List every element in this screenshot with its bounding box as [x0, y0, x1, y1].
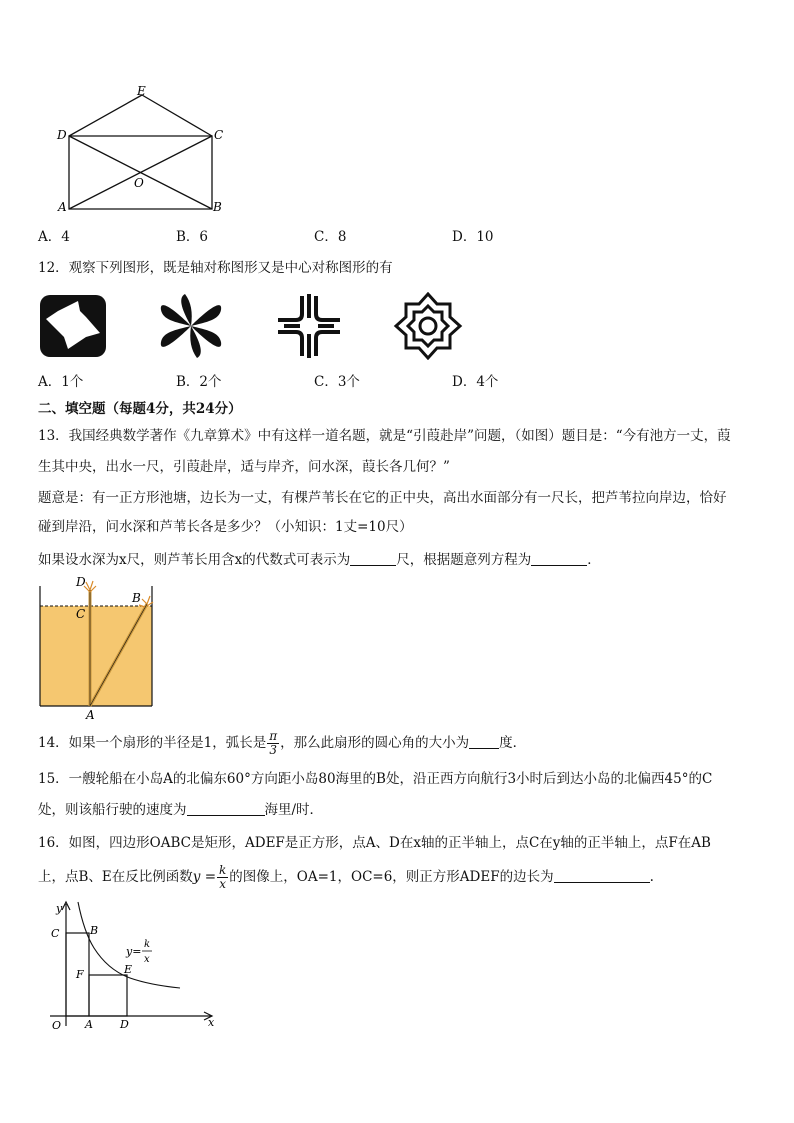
q16-line-2-b: 的图像上，OA=1，OC=6，则正方形ADEF的边长为 — [229, 869, 554, 885]
section-2-title: 二、填空题（每题4分，共24分） — [38, 401, 242, 417]
hyperbola-figure — [40, 896, 230, 1036]
q14-text-a: 14．如果一个扇形的半径是1，弧长是 — [38, 735, 267, 751]
q11-option-b: B．6 — [176, 229, 209, 245]
curve-label-y: y= — [126, 945, 142, 958]
q11-option-c: C．8 — [314, 229, 347, 245]
label-y: y — [56, 902, 63, 915]
label-O: O — [134, 176, 144, 190]
octagram-flower-symbol — [392, 292, 464, 360]
label-B: B — [90, 924, 99, 937]
curve-label-k: k — [144, 939, 151, 950]
q12-option-c: C．3个 — [314, 374, 360, 390]
label-F: F — [76, 968, 84, 981]
rectangle-figure — [40, 78, 240, 220]
label-D: D — [57, 128, 67, 142]
q14-text-b: ，那么此扇形的圆心角的大小为 — [280, 735, 470, 751]
curve-label-x: x — [144, 954, 150, 965]
label-D: D — [76, 575, 86, 589]
q12-option-b: B．2个 — [176, 374, 222, 390]
label-C: C — [76, 607, 86, 621]
butterfly-symbol — [155, 292, 227, 360]
q12-option-d: D．4个 — [452, 374, 499, 390]
q12-text: 12．观察下列图形，既是轴对称图形又是中心对称图形的有 — [38, 260, 393, 276]
label-C: C — [51, 927, 60, 940]
square-swirl-symbol — [38, 293, 108, 359]
label-x: x — [208, 1016, 215, 1029]
label-C: C — [214, 128, 224, 142]
label-D: D — [120, 1018, 129, 1031]
label-B: B — [132, 591, 141, 605]
q13-line-5-b: 尺，根据题意列方程为 — [396, 552, 532, 568]
q16-line-2-a: 上，点B、E在反比例函数 — [38, 869, 193, 885]
answer-blank-4[interactable] — [187, 801, 265, 816]
reed-pond-figure — [36, 574, 158, 722]
answer-blank-3[interactable] — [469, 734, 499, 749]
answer-blank-2[interactable] — [531, 551, 587, 566]
q15-line-1: 15．一艘轮船在小岛A的北偏东60°方向距小岛80海里的B处，沿正西方向航行3小时后到达小岛的北偏西45°的C — [38, 771, 713, 787]
q15-line-2-a: 处，则该船行驶的速度为 — [38, 802, 187, 818]
answer-blank-5[interactable] — [554, 868, 650, 883]
q15-line-2-b: 海里/时． — [264, 802, 324, 818]
q16-line-2-c: . — [649, 869, 654, 885]
q13-line-4: 碰到岸沿，问水深和芦苇长各是多少？（小知识：1丈=10尺） — [38, 519, 413, 535]
q14-fraction: $\frac{\pi}{3}$ — [269, 729, 278, 757]
q13-line-3: 题意是：有一正方形池塘，边长为一丈，有棵芦苇长在它的正中央，高出水面部分有一尺长，把芦苇拉向岸边，恰好 — [38, 490, 727, 506]
q13-line-1: 13．我国经典数学著作《九章算术》中有这样一道名题，就是“引葭赴岸”问题，（如图）题目是：“今有池方一丈，葭 — [38, 428, 731, 444]
q13-line-5 — [38, 550, 601, 570]
q13-line-2: 生其中央，出水一尺，引葭赴岸，适与岸齐，问水深，葭长各几何？” — [38, 459, 450, 475]
q14-text-c: 度． — [499, 735, 527, 751]
q16-line-1: 16．如图，四边形OABC是矩形，ADEF是正方形，点A、D在x轴的正半轴上，点C在y轴的正半轴上，点F在AB — [38, 835, 711, 851]
q16-line-2 — [38, 860, 654, 894]
label-B: B — [213, 200, 222, 214]
label-E: E — [124, 963, 133, 976]
q13-line-5-a: 如果设水深为x尺，则芦苇长用含x的代数式可表示为 — [38, 552, 351, 568]
label-A: A — [86, 708, 95, 722]
label-A: A — [85, 1018, 93, 1031]
q16-fraction: $\frac{k}{x}$ — [219, 863, 227, 891]
label-A: A — [58, 200, 67, 214]
q14-text — [38, 729, 526, 757]
q12-option-a: A．1个 — [38, 374, 84, 390]
cross-lines-symbol — [276, 292, 342, 360]
q15-line-2 — [38, 800, 323, 820]
answer-blank-1[interactable] — [350, 551, 396, 566]
label-E: E — [137, 84, 146, 98]
q11-option-d: D．10 — [452, 229, 494, 245]
label-O: O — [52, 1019, 62, 1032]
q16-eq-y: y = — [192, 869, 217, 885]
q11-option-a: A．4 — [38, 229, 70, 245]
q13-line-5-c: ． — [587, 552, 601, 568]
